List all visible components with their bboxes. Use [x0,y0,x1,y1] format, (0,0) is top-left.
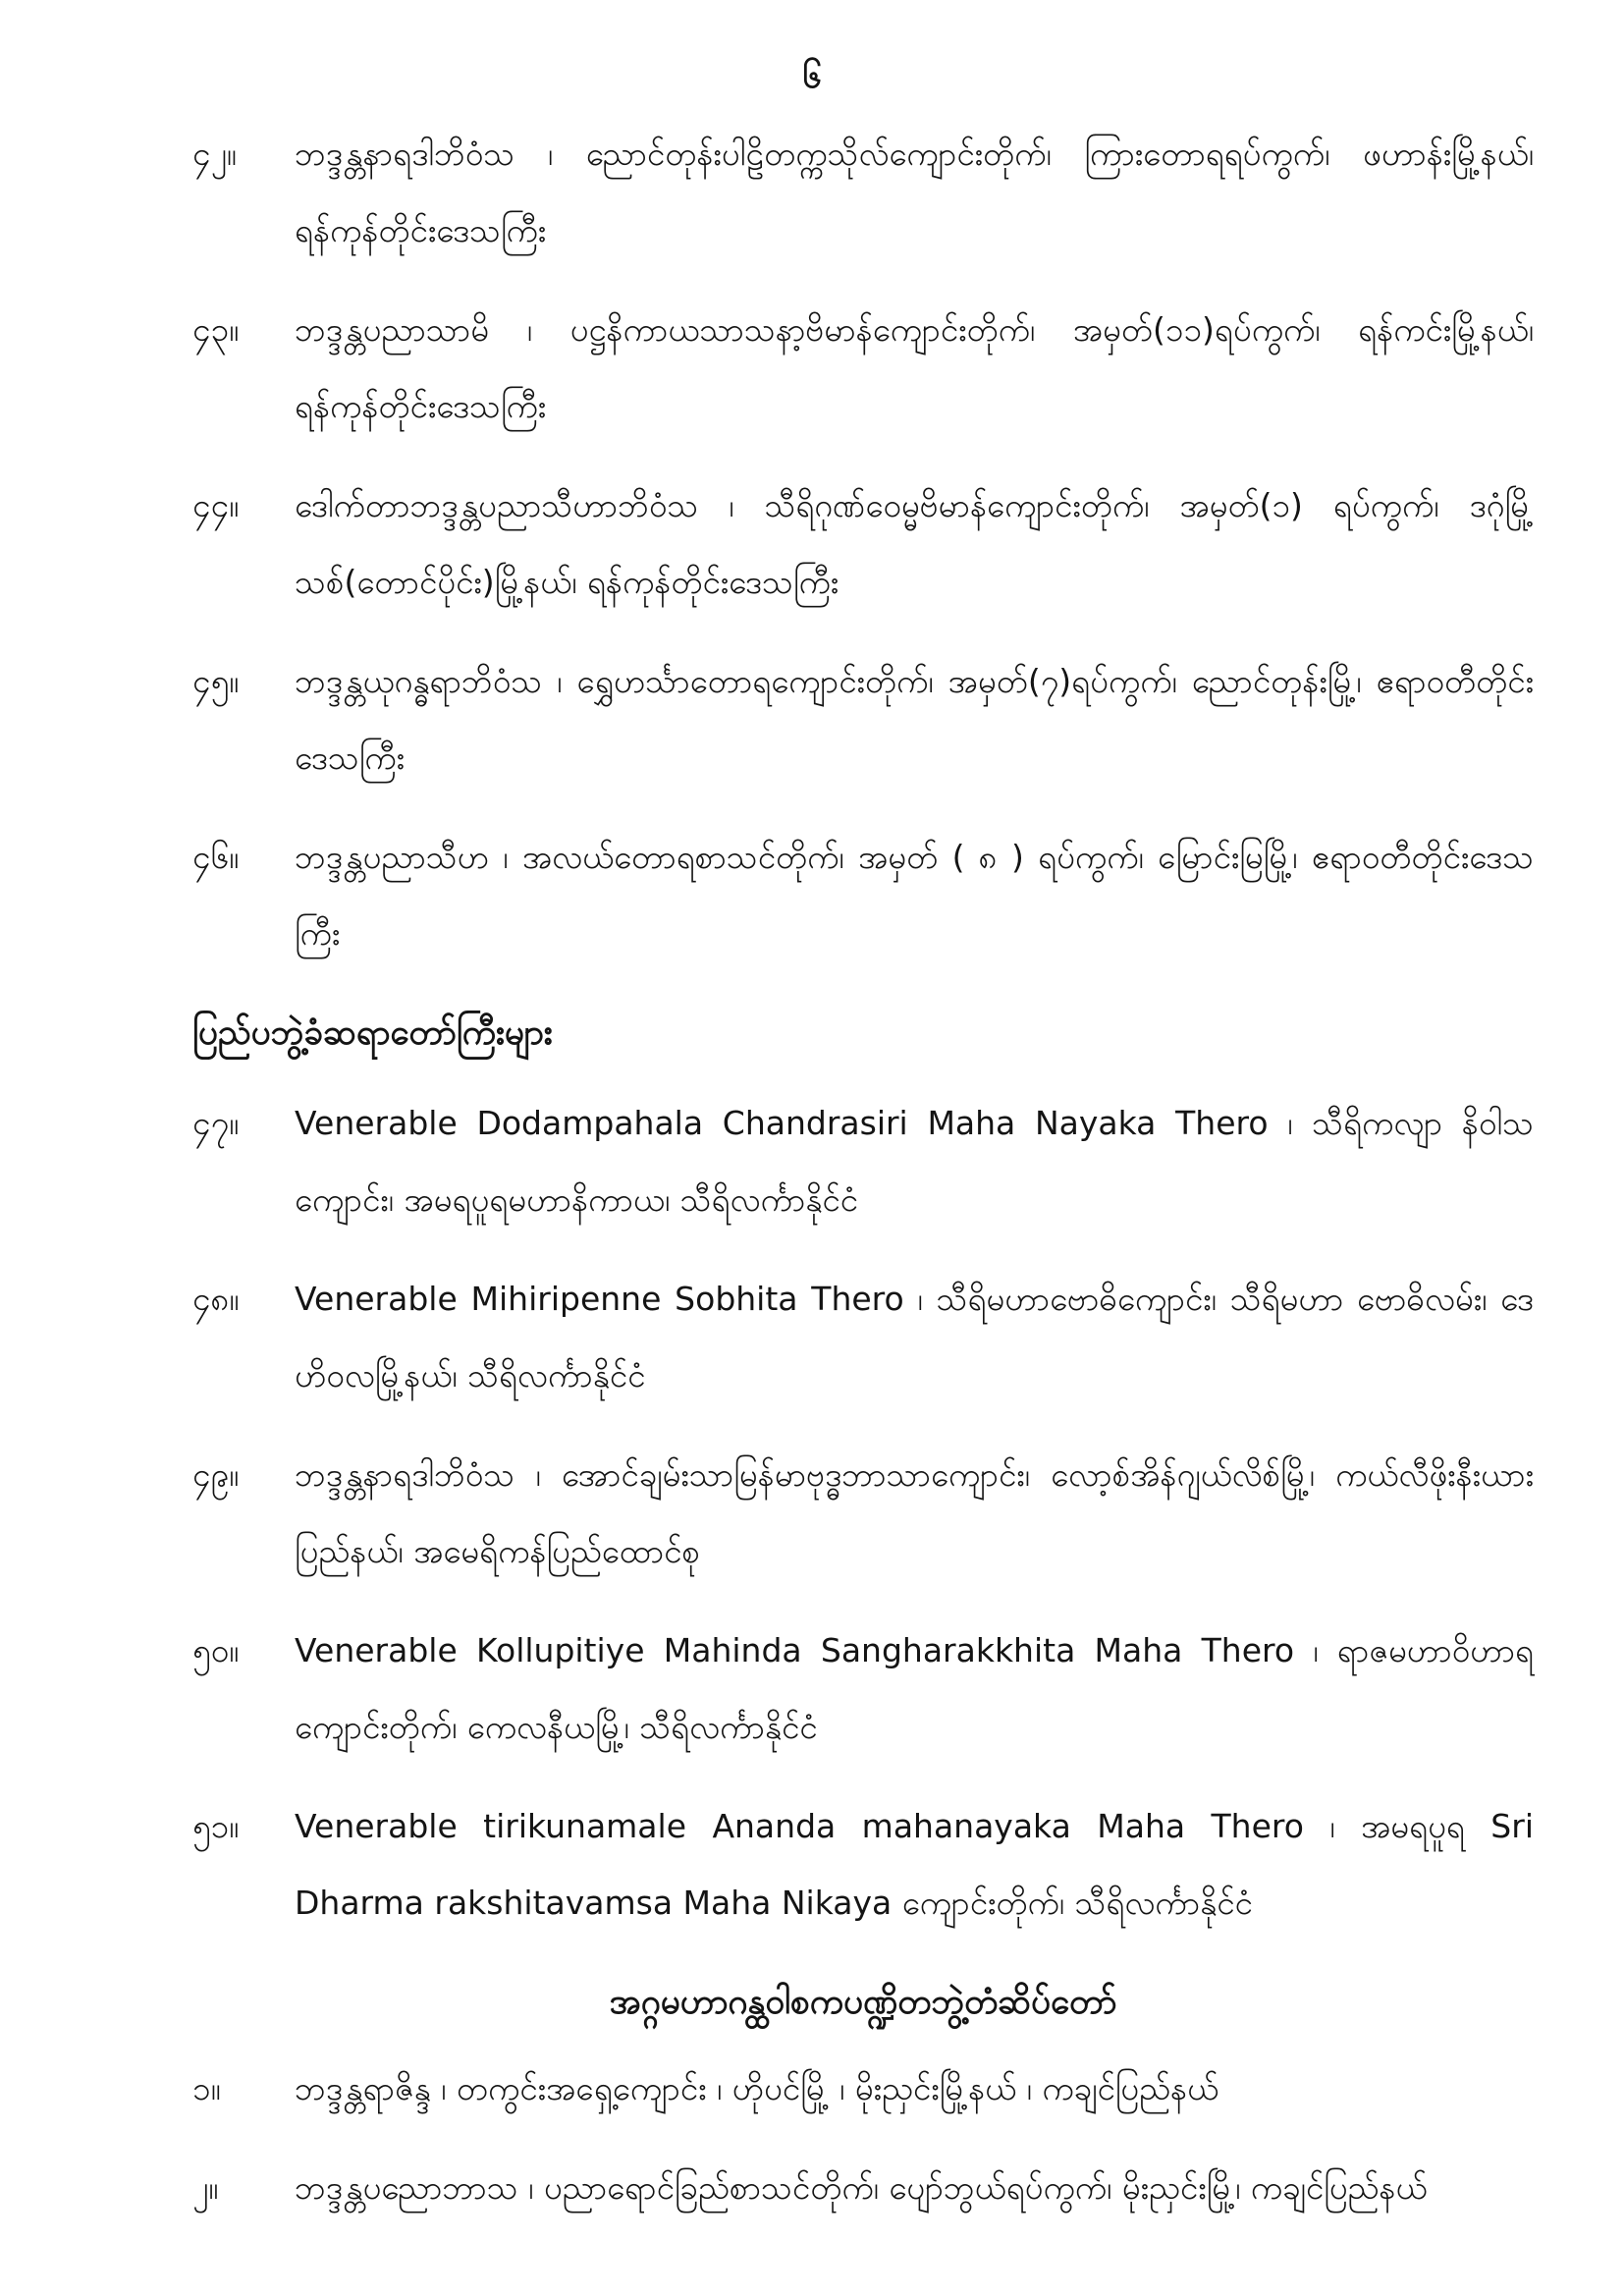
item-number: ၅၁။ [192,1807,240,1845]
item-text: ဘဒ္ဒန္တပညာသာမိ ၊ ပဋ္ဌနိကာယသာသနာ့ဗိမာန်ကျောင်းတိုက်၊ အမှတ်(၁၁)ရပ်ကွက်၊ ရန်ကင်းမြို့နယ်၊ ရန်ကုန်တိုင်းဒေသကြီး [295,310,1534,425]
item-text: ဘဒ္ဒန္တပညာသီဟ ၊ အလယ်တောရစာသင်တိုက်၊ အမှတ် ( ၈ ) ရပ်ကွက်၊ မြောင်းမြမြို့၊ ဧရာဝတီတိုင်းဒေသကြီး [295,838,1534,953]
item-number: ၁။ [192,2069,221,2107]
item-text: ဘဒ္ဒန္တပညောဘာသ ၊ ပညာရောင်ခြည်စာသင်တိုက်၊ ပျော်ဘွယ်ရပ်ကွက်၊ မိုးညှင်းမြို့၊ ကချင်ပြည်နယ် [295,2168,1428,2207]
list-item [192,819,1534,972]
item-text: ဘဒ္ဒန္တနာရဒါဘိဝံသ ၊ ညောင်တုန်းပါဠိတက္ကသိုလ်ကျောင်းတိုက်၊ ကြားတောရရပ်ကွက်၊ ဖဟာန်းမြို့နယ်၊ ရန်ကုန်တိုင်းဒေသကြီး [295,135,1534,249]
section-heading-title-award: အဂ္ဂမဟာဂန္ထဝါစကပဏ္ဍိတဘွဲ့တံဆိပ်တော် [609,1983,1117,2022]
list-item [192,116,1534,269]
section-heading-foreign: ပြည်ပဘွဲ့ခံဆရာတော်ကြီးများ [192,1013,553,1053]
list-item [192,1437,1534,1590]
item-text: Venerable Mihiripenne Sobhita Thero ၊ သီရိမဟာဗောဓိကျောင်း၊ သီရိမဟာ ဗောဓိလမ်း၊ ဒေဟိဝလမြို့နယ်၊ သီရိလင်္ကာနိုင်ငံ [295,1280,1534,1394]
list-item [192,2150,1534,2226]
item-number: ၄၃။ [192,310,240,349]
item-number: ၄၇။ [192,1104,240,1142]
list-item [192,1261,1534,1414]
item-text: ဘဒ္ဒန္တနာရဒါဘိဝံသ ၊ အောင်ချမ်းသာမြန်မာဗုဒ္ဓဘာသာကျောင်း၊ လော့စ်အိန်ဂျယ်လိစ်မြို့၊ ကယ်လီဖိုးနီးယားပြည်နယ်၊ အမေရိကန်ပြည်ထောင်စု [295,1455,1534,1570]
list-item [192,2050,1534,2127]
item-number: ၄၉။ [192,1455,240,1494]
list-item [192,643,1534,796]
list-item [192,1788,1534,1941]
item-text: Venerable tirikunamale Ananda mahanayaka Maha Thero ၊ အမရပူရ Sri Dharma rakshitavamsa Maha Nikaya ကျောင်းတိုက်၊ သီရိလင်္ကာနိုင်ငံ [295,1807,1534,1922]
item-number: ၄၄။ [192,486,240,524]
item-text: ဘဒ္ဒန္တယုဂန္ဓရာဘိဝံသ ၊ ရွှေဟင်္သာတောရကျောင်းတိုက်၊ အမှတ်(၇)ရပ်ကွက်၊ ညောင်တုန်းမြို့၊ ဧရာဝတီတိုင်းဒေသကြီး [295,662,1534,777]
page-number: ၆ [802,57,822,96]
item-text: ဒေါက်တာဘဒ္ဒန္တပညာသီဟာဘိဝံသ ၊ သီရိဂုဏ်ဝေမ္မဗိမာန်ကျောင်းတိုက်၊ အမှတ်(၁) ရပ်ကွက်၊ ဒဂုံမြို့သစ်(တောင်ပိုင်း)မြို့နယ်၊ ရန်ကုန်တိုင်းဒေသကြီး [295,486,1534,601]
item-text: Venerable Dodampahala Chandrasiri Maha Nayaka Thero ၊ သီရိကလျာ နိဝါသကျောင်း၊ အမရပူရမဟာနိကာယ၊ သီရိလင်္ကာနိုင်ငံ [295,1104,1534,1219]
list-item [192,467,1534,621]
item-number: ၄၅။ [192,662,240,700]
item-text: Venerable Kollupitiye Mahinda Sangharakkhita Maha Thero ၊ ရာဇမဟာဝိဟာရ ကျောင်းတိုက်၊ ကေလနီယမြို့၊ သီရိလင်္ကာနိုင်ငံ [295,1631,1534,1746]
list-item [192,292,1534,445]
item-number: ၄၆။ [192,838,240,876]
list-item [192,1613,1534,1766]
item-number: ၄၈။ [192,1280,240,1318]
list-item [192,1085,1534,1238]
page-content [192,116,1534,2249]
item-number: ၂။ [192,2168,219,2207]
item-number: ၄၂။ [192,135,237,173]
item-number: ၅၀။ [192,1631,240,1669]
item-text: ဘဒ္ဒန္တရာဇိန္ဒ ၊ တကွင်းအရှေ့ကျောင်း ၊ ဟိုပင်မြို့ ၊ မိုးညှင်းမြို့နယ် ၊ ကချင်ပြည်နယ် [295,2069,1219,2107]
